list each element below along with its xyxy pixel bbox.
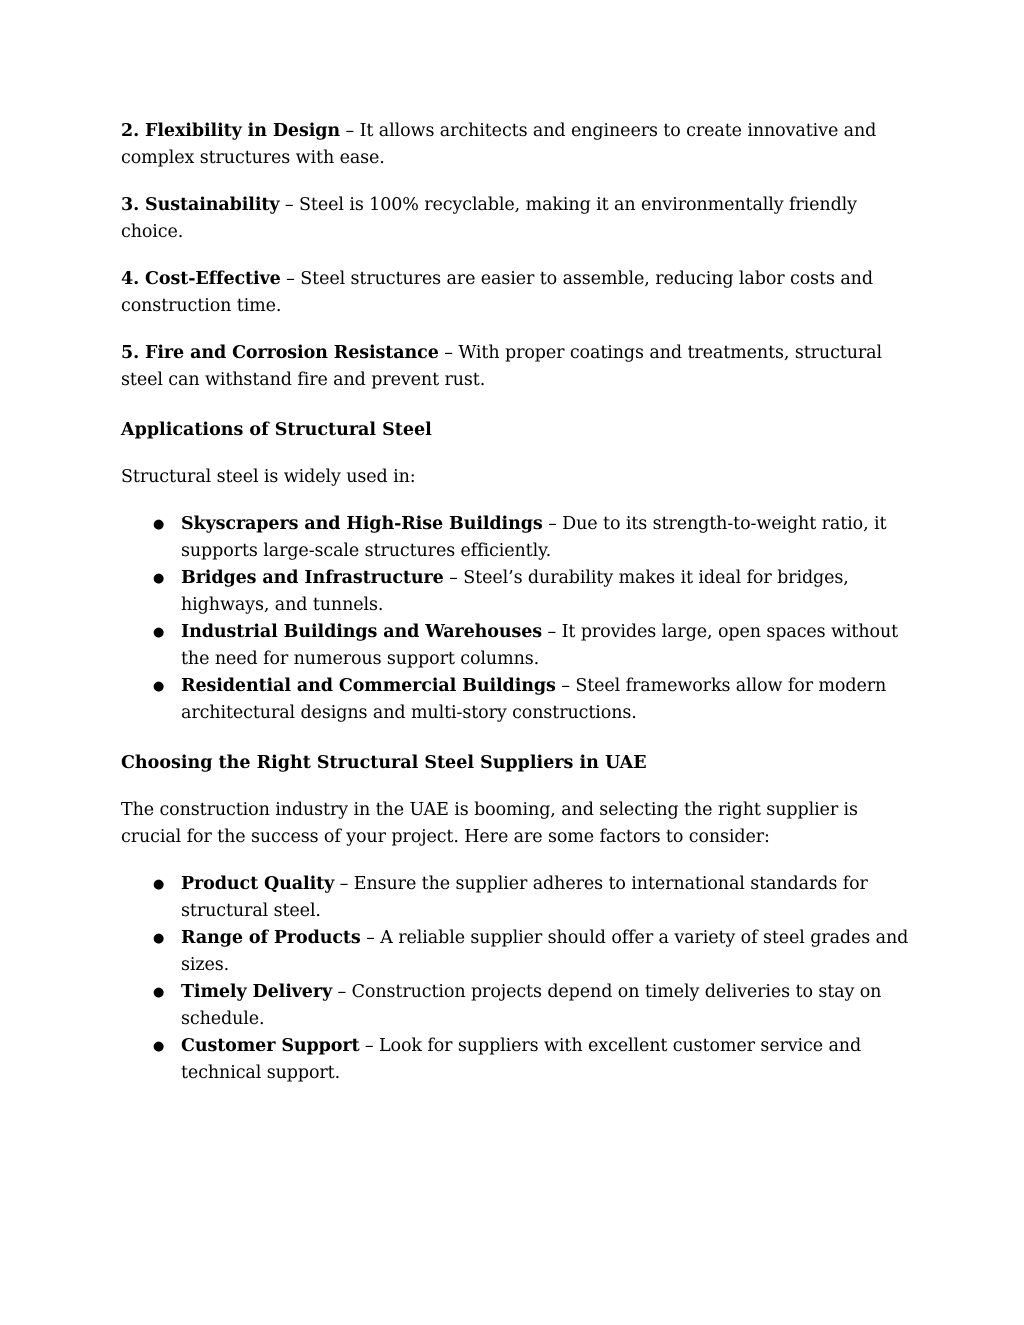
item-title: Industrial Buildings and Warehouses <box>181 622 543 642</box>
item-text: – Steel frameworks allow for modern architectural designs and multi-story constructions. <box>181 676 887 723</box>
list-item <box>121 565 911 619</box>
item-title: Customer Support <box>181 1036 360 1056</box>
item-text: – Construction projects depend on timely deliveries to stay on schedule. <box>181 982 882 1029</box>
benefit-fire-corrosion <box>121 340 911 394</box>
document-page <box>121 118 911 1087</box>
benefit-text: – Steel structures are easier to assemble, reducing labor costs and construction time. <box>121 269 873 316</box>
item-text: – Ensure the supplier adheres to international standards for structural steel. <box>181 874 868 921</box>
suppliers-intro: The construction industry in the UAE is booming, and selecting the right supplier is crucial for the success of your project. Here are some factors to consider: <box>121 800 858 847</box>
bullet-icon: ● <box>153 625 165 640</box>
benefit-sustainability <box>121 192 911 246</box>
list-item <box>121 925 911 979</box>
list-item <box>121 1033 911 1087</box>
bullet-icon: ● <box>153 679 165 694</box>
item-title: Range of Products <box>181 928 361 948</box>
item-title: Product Quality <box>181 874 335 894</box>
list-item <box>121 979 911 1033</box>
benefit-title: 5. Fire and Corrosion Resistance <box>121 343 439 363</box>
benefit-title: 4. Cost-Effective <box>121 269 281 289</box>
benefit-cost-effective <box>121 266 911 320</box>
applications-list <box>121 511 911 727</box>
bullet-icon: ● <box>153 985 165 1000</box>
list-item <box>121 673 911 727</box>
item-text: – It provides large, open spaces without the need for numerous support columns. <box>181 622 899 669</box>
benefit-text: – Steel is 100% recyclable, making it an environmentally friendly choice. <box>121 195 857 242</box>
benefit-text: – It allows architects and engineers to create innovative and complex structures with ease. <box>121 121 877 168</box>
item-text: – Look for suppliers with excellent customer service and technical support. <box>181 1036 862 1083</box>
bullet-icon: ● <box>153 931 165 946</box>
benefit-title: 3. Sustainability <box>121 195 280 215</box>
item-title: Residential and Commercial Buildings <box>181 676 556 696</box>
list-item <box>121 511 911 565</box>
benefit-flexibility <box>121 118 911 172</box>
applications-intro: Structural steel is widely used in: <box>121 467 416 487</box>
bullet-icon: ● <box>153 877 165 892</box>
list-item <box>121 871 911 925</box>
item-title: Bridges and Infrastructure <box>181 568 444 588</box>
item-text: – Steel’s durability makes it ideal for bridges, highways, and tunnels. <box>181 568 849 615</box>
item-title: Timely Delivery <box>181 982 333 1002</box>
item-text: – Due to its strength-to-weight ratio, it supports large-scale structures efficiently. <box>181 514 887 561</box>
suppliers-list <box>121 871 911 1087</box>
list-item <box>121 619 911 673</box>
item-text: – A reliable supplier should offer a variety of steel grades and sizes. <box>181 928 909 975</box>
applications-heading: Applications of Structural Steel <box>121 420 432 440</box>
suppliers-heading: Choosing the Right Structural Steel Suppliers in UAE <box>121 753 647 773</box>
bullet-icon: ● <box>153 517 165 532</box>
benefit-text: – With proper coatings and treatments, structural steel can withstand fire and prevent rust. <box>121 343 882 390</box>
bullet-icon: ● <box>153 571 165 586</box>
bullet-icon: ● <box>153 1039 165 1054</box>
benefit-title: 2. Flexibility in Design <box>121 121 341 141</box>
item-title: Skyscrapers and High-Rise Buildings <box>181 514 543 534</box>
